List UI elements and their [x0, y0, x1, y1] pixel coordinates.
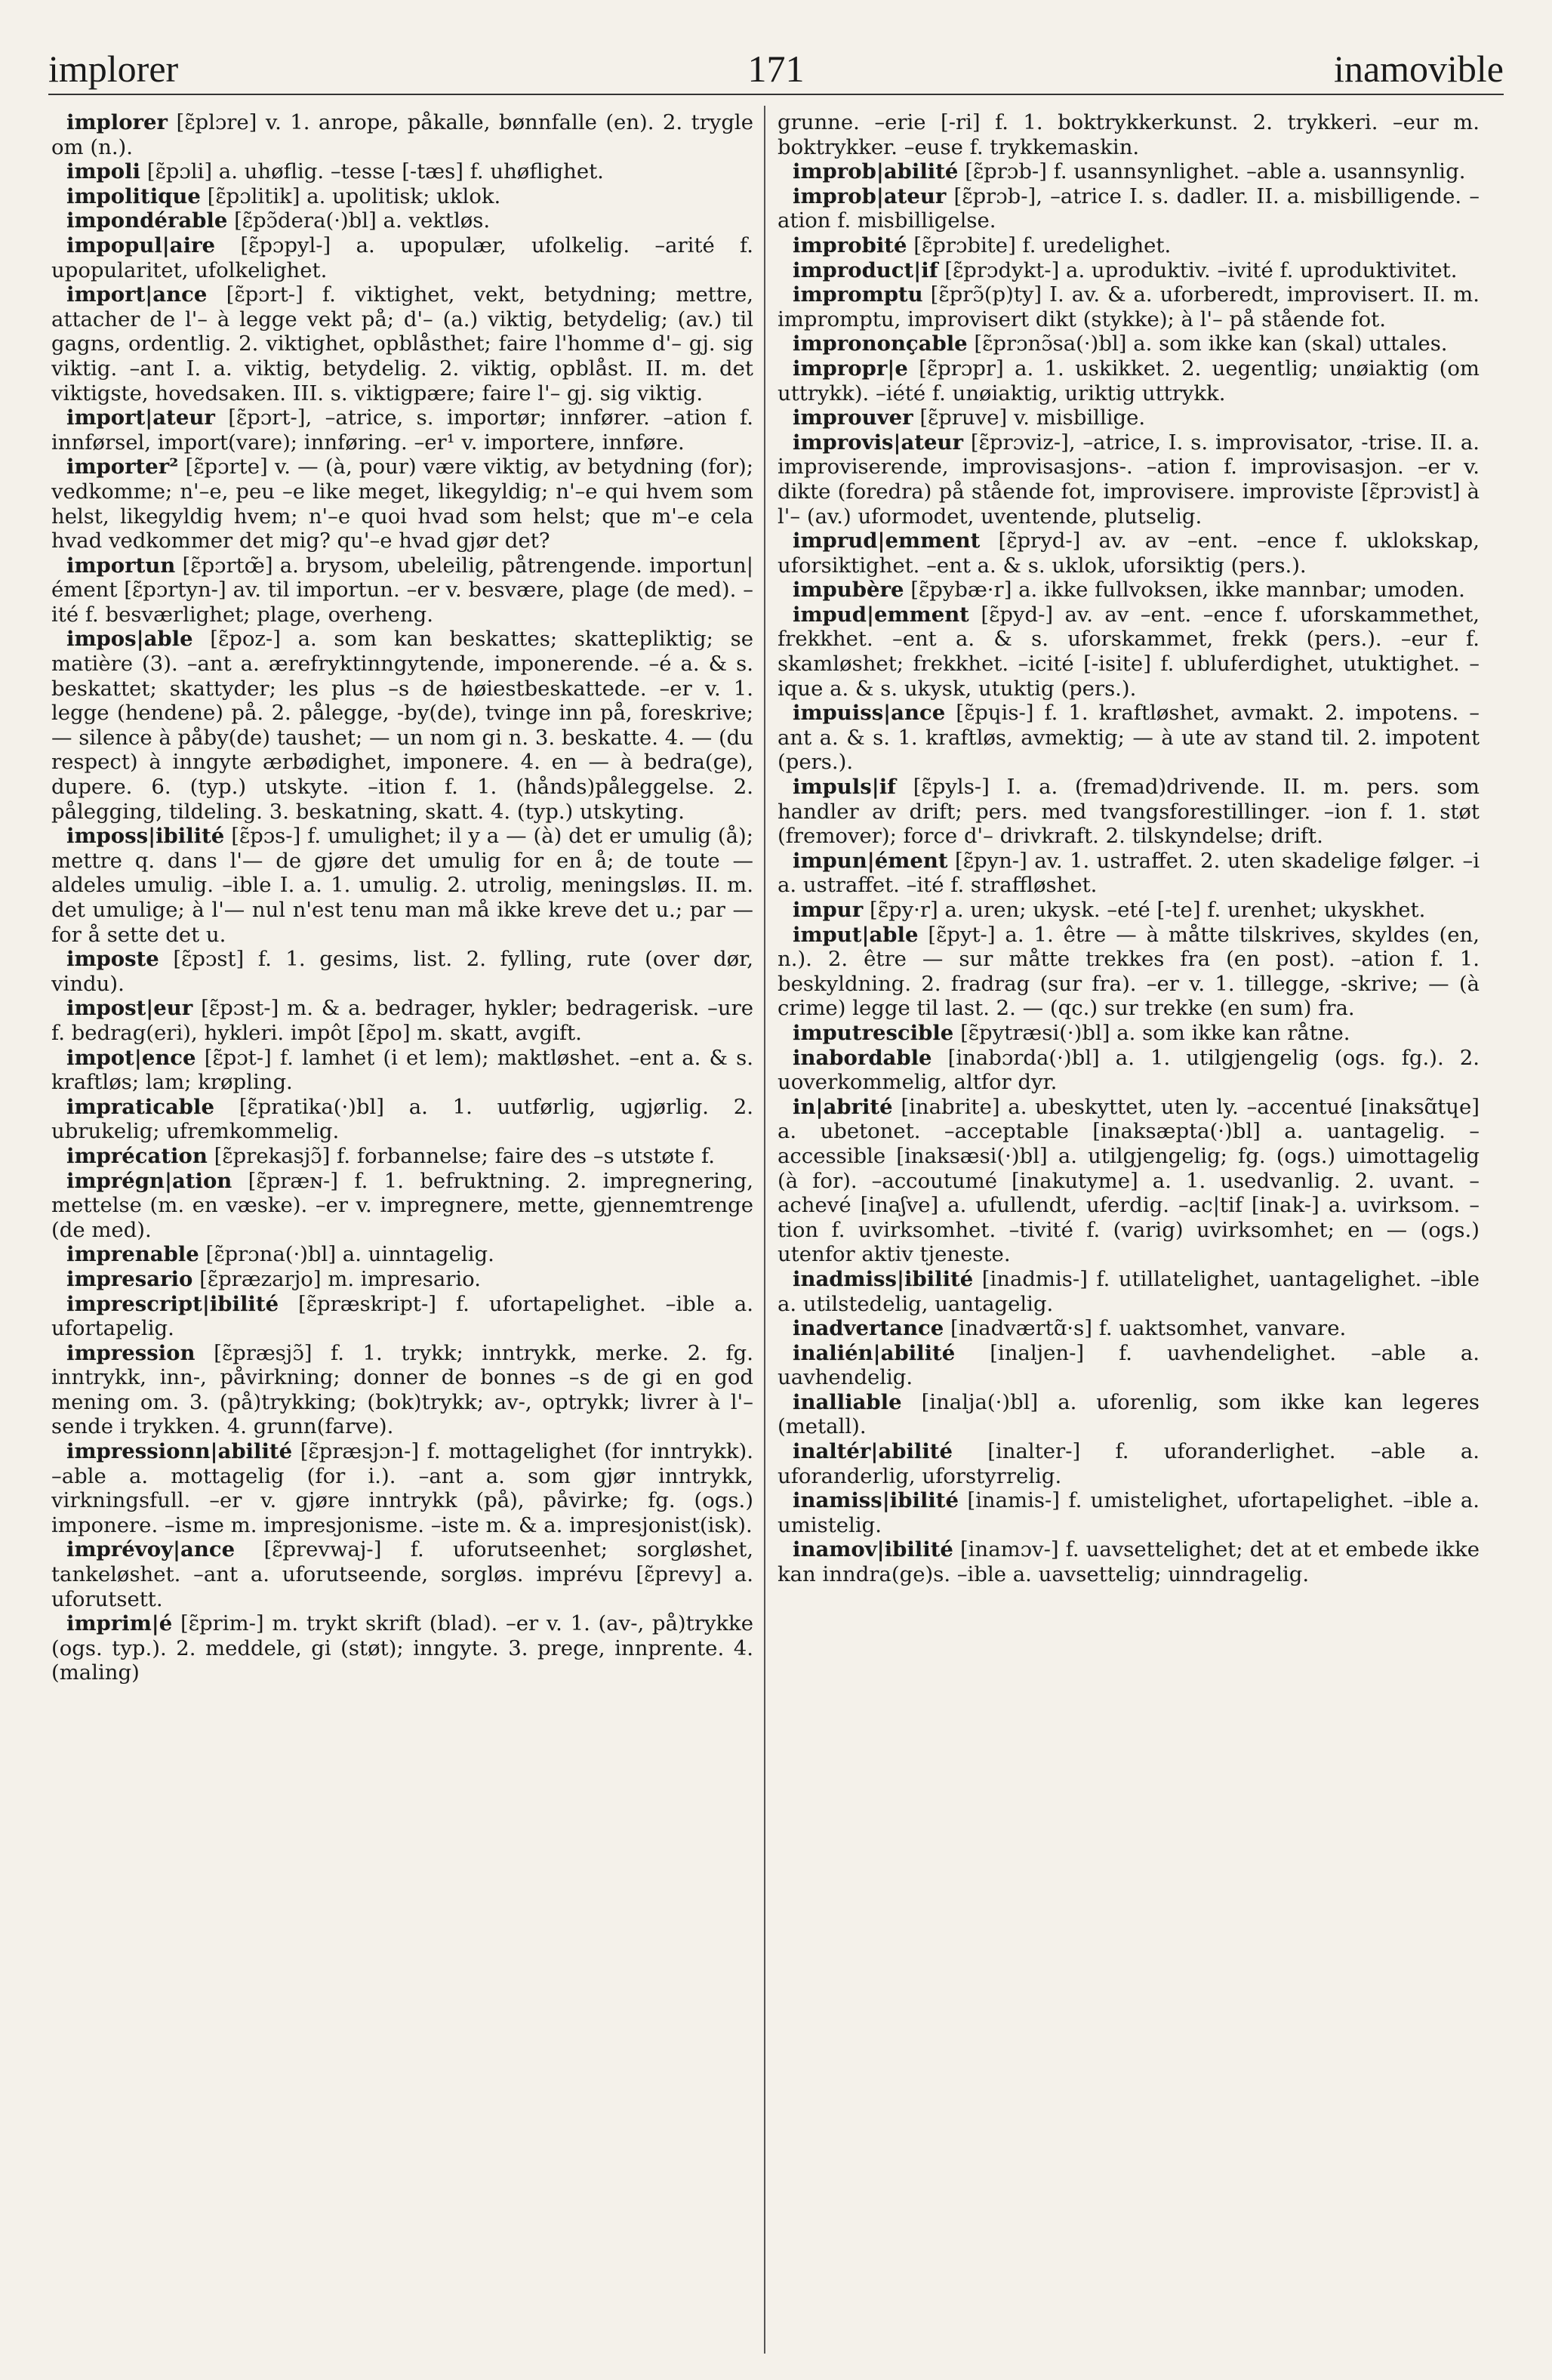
- entry-headword: imprescript|ibilité: [66, 1291, 279, 1316]
- dictionary-entry: [778, 1537, 1480, 1586]
- entry-definition: [ɛ̃prɔbite] f. uredelighet.: [913, 233, 1172, 257]
- dictionary-entry: [51, 1341, 753, 1439]
- entry-definition: [ɛ̃præɴ-] f. 1. befruktning. 2. impregnering, mettelse (m. en væske). –er v. impregnere, mette, gjennemtrenge (de med).: [51, 1168, 753, 1242]
- entry-definition: [ɛ̃prɔb-] f. usannsynlighet. –able a. usannsynlig.: [965, 159, 1466, 184]
- entry-definition: [ɛ̃pryd-] av. av –ent. –ence f. uklokskap, uforsiktighet. –ent a. & s. uklok, uforsiktig (pers.).: [778, 529, 1480, 578]
- column-divider: [764, 106, 765, 2354]
- dictionary-entry: [778, 898, 1480, 923]
- dictionary-entry: [51, 184, 753, 209]
- entry-headword: impur: [793, 898, 864, 922]
- dictionary-entry: [51, 405, 753, 455]
- entry-headword: impuiss|ance: [793, 701, 946, 726]
- entry-definition: [inaljen-] f. uavhendelighet. –able a. uavhendelig.: [778, 1340, 1480, 1390]
- entry-headword: inadvertance: [793, 1316, 944, 1341]
- entry-headword: impopul|aire: [66, 233, 216, 257]
- entry-headword: impromptu: [793, 282, 923, 307]
- entry-definition: [ɛ̃pɔt-] f. lamhet (i et lem); maktløshet. –ent a. & s. kraftløs; lam; krøpling.: [51, 1045, 753, 1095]
- entry-definition: [ɛ̃pɔst] f. 1. gesims, list. 2. fylling, rute (over dør, vindu).: [51, 947, 753, 996]
- dictionary-entry: [51, 1537, 753, 1611]
- entry-headword: imprécation: [66, 1143, 208, 1168]
- dictionary-entry: [51, 1292, 753, 1341]
- entry-headword: impresario: [66, 1266, 193, 1291]
- entry-definition: [ɛ̃pɔrt-], –atrice, s. importør; innfører. –ation f. innførsel, import(vare); innføring. –er¹ v. importere, innføre.: [51, 405, 753, 455]
- dictionary-entry: [778, 1316, 1480, 1341]
- dictionary-entry: [51, 1169, 753, 1243]
- dictionary-entry: [51, 553, 753, 627]
- entry-headword: inabordable: [793, 1045, 932, 1070]
- dictionary-entry: [51, 208, 753, 233]
- entry-definition: [ɛ̃prɔnɔ̃sa(·)bl] a. som ikke kan (skal) uttales.: [974, 331, 1448, 356]
- entry-definition: [inabrite] a. ubeskyttet, uten ly. –accentué [inaksɑ̃tɥe] a. ubetonet. –acceptable [inaksæpta(·)bl] a. uantagelig. –accessible [inaksæsi(·)bl] a. utilgjengelig; fg. (ogs.) uimottagelig (à for). –accoutumé [inakutyme] a. 1. usedvanlig. 2. uvant. –achevé [inaʃve] a. ufullendt, uferdig. –ac|tif [inak-] a. uvirksom. –tion f. uvirksomhet. –tivité f. (varig) uvirksomhet; en — (ogs.) utenfor aktiv tjeneste.: [778, 1094, 1480, 1267]
- entry-headword: imputrescible: [793, 1020, 954, 1045]
- entry-headword: importer²: [66, 455, 179, 479]
- header-rule: [48, 94, 1504, 95]
- entry-definition: [ɛ̃poz-] a. som kan beskattes; skattepliktig; se matière (3). –ant a. ærefryktinngytende, imponerende. –é a. & s. beskattet; skattyder; les plus –s de høiestbeskattede. –er v. 1. legge (hendene) på. 2. pålegge, -by(de), tvinge inn på, foreskrive; — silence à påby(de) taushet; — un nom gi n. 3. beskatte. 4. — (du respect) à inngyte ærbødighet, imponere. 4. en — à bedra(ge), dupere. 6. (typ.) utskyte. –ition f. 1. (hånds)påleggelse. 2. pålegging, tildeling. 3. beskatning, skatt. 4. (typ.) utskyting.: [51, 627, 753, 824]
- dictionary-entry: [51, 233, 753, 282]
- entry-definition: [ɛ̃præzarjo] m. impresario.: [199, 1266, 481, 1291]
- entry-headword: inamiss|ibilité: [793, 1488, 959, 1513]
- entry-definition: [inadværtɑ̃·s] f. uaktsomhet, vanvare.: [950, 1316, 1347, 1341]
- entry-definition: [ɛ̃pɔrt-] f. viktighet, vekt, betydning; mettre, attacher de l'– à legge vekt på; d'– (a.) viktig, betydelig; (av.) til gagns, ordentlig. 2. viktighet, opblåsthet; faire l'homme d'– gj. sig viktig. –ant I. a. viktig, betydelig. 2. viktig, opblåst. II. m. det viktigste, hovedsaken. III. s. viktigpære; faire l'– gj. sig viktig.: [51, 282, 753, 405]
- entry-headword: inamov|ibilité: [793, 1537, 953, 1562]
- entry-definition: [ɛ̃pɥis-] f. 1. kraftløshet, avmakt. 2. impotens. –ant a. & s. 1. kraftløs, avmektig; — à ute av stand til. 2. impotent (pers.).: [778, 701, 1480, 775]
- dictionary-entry: [51, 1611, 753, 1685]
- running-head-left: implorer: [48, 48, 179, 90]
- entry-definition: [ɛ̃py·r] a. uren; ukysk. –eté [-te] f. urenhet; ukyskhet.: [870, 898, 1426, 922]
- entry-headword: impud|emment: [793, 602, 969, 627]
- entry-definition: [ɛ̃pɔli] a. uhøflig. –tesse [-tæs] f. uhøflighet.: [146, 159, 604, 184]
- dictionary-entry: [778, 1095, 1480, 1267]
- entry-headword: inalliable: [793, 1389, 902, 1414]
- dictionary-entry: [778, 331, 1480, 356]
- entry-definition: [ɛ̃plɔre] v. 1. anrope, påkalle, bønnfalle (en). 2. trygle om (n.).: [51, 110, 753, 159]
- entry-headword: impost|eur: [66, 996, 193, 1021]
- entry-headword: improb|ateur: [793, 183, 947, 208]
- entry-headword: inadmiss|ibilité: [793, 1266, 974, 1291]
- dictionary-entry: [51, 1095, 753, 1144]
- entry-headword: improb|abilité: [793, 159, 959, 184]
- entry-headword: imprenable: [66, 1242, 199, 1267]
- dictionary-entry: [778, 1341, 1480, 1390]
- entry-headword: impos|able: [66, 627, 193, 652]
- entry-definition: [ɛ̃pɔlitik] a. upolitisk; uklok.: [207, 183, 501, 208]
- entry-definition: [inalter-] f. uforanderlighet. –able a. uforanderlig, uforstyrrelig.: [778, 1439, 1480, 1488]
- dictionary-entry: [778, 1439, 1480, 1488]
- entry-definition: [inamɔv-] f. uavsettelighet; det at et embede ikke kan inndra(ge)s. –ible a. uavsettelig; uinndragelig.: [778, 1537, 1480, 1587]
- entry-definition: [ɛ̃præsjɔn-] f. mottagelighet (for inntrykk). –able a. mottagelig (for i.). –ant a. som gjør inntrykk, virkningsfull. –er v. gjøre inntrykk (på), påvirke; fg. (ogs.) imponere. –isme m. impresjonisme. –iste m. & a. impresjonist(isk).: [51, 1439, 753, 1537]
- entry-headword: impondérable: [66, 208, 228, 233]
- entry-headword: imprim|é: [66, 1611, 173, 1636]
- entry-definition: [ɛ̃prekasjɔ̃] f. forbannelse; faire des –s utstøte f.: [214, 1143, 715, 1168]
- entry-headword: import|ateur: [66, 405, 215, 430]
- entry-headword: impolitique: [66, 183, 201, 208]
- entry-definition: [ɛ̃pɔs-] f. umulighet; il y a — (à) det er umulig (å); mettre q. dans l'— de gjøre det umulig for en å; de toute — aldeles umulig. –ible I. a. 1. umulig. 2. utrolig, meningsløs. II. m. det umulige; à l'— nul n'est tenu man må ikke kreve det u.; par — for å sette det u.: [51, 824, 753, 947]
- dictionary-entry: [778, 356, 1480, 405]
- entry-definition: [ɛ̃pybæ·r] a. ikke fullvoksen, ikke mannbar; umoden.: [910, 578, 1465, 603]
- entry-definition: [ɛ̃præskript-] f. ufortapelighet. –ible a. ufortapelig.: [51, 1291, 753, 1341]
- dictionary-entry: [778, 282, 1480, 331]
- entry-headword: inalién|abilité: [793, 1340, 956, 1365]
- entry-headword: improbité: [793, 233, 907, 257]
- dictionary-entry: [51, 1267, 753, 1292]
- entry-headword: improuver: [793, 405, 913, 430]
- entry-headword: impuls|if: [793, 775, 896, 800]
- entry-definition: [ɛ̃prim-] m. trykt skrift (blad). –er v. 1. (av-, på)trykke (ogs. typ.). 2. meddele, gi (støt); inngyte. 3. prege, innprente. 4. (maling): [51, 1611, 753, 1685]
- entry-definition: grunne. –erie [-ri] f. 1. boktrykkerkunst. 2. trykkeri. –eur m. boktrykker. –euse f. trykkemaskin.: [778, 110, 1480, 159]
- dictionary-entry: [778, 923, 1480, 1021]
- dictionary-entry: [778, 578, 1480, 603]
- dictionary-entry: [51, 1439, 753, 1537]
- dictionary-entry: [778, 701, 1480, 775]
- entry-definition: [ɛ̃pɔrtœ̃] a. brysom, ubeleilig, påtrengende. importun|ément [ɛ̃pɔrtyn-] av. til importun. –er v. besvære, plage (de med). –ité f. besværlighet; plage, overheng.: [51, 553, 753, 627]
- entry-definition: [ɛ̃pɔrte] v. — (à, pour) være viktig, av betydning (for); vedkomme; n'–e, peu –e like meget, likegyldig; n'–e qui hvem som helst, likegyldig hvem; n'–e quoi hvad som helst; que m'–e cela hvad vedkommer det mig? qu'–e hvad gjør det?: [51, 455, 753, 553]
- entry-headword: imprud|emment: [793, 529, 981, 553]
- dictionary-entry: [778, 430, 1480, 529]
- entry-headword: implorer: [66, 110, 168, 134]
- dictionary-entry: [51, 1144, 753, 1169]
- entry-headword: improduct|if: [793, 257, 938, 282]
- entry-definition: [ɛ̃pɔ̃dera(·)bl] a. vektløs.: [234, 208, 491, 233]
- entry-definition: [inalja(·)bl] a. uforenlig, som ikke kan legeres (metall).: [778, 1389, 1480, 1439]
- entry-headword: impropr|e: [793, 356, 908, 381]
- entry-definition: [ɛ̃pyls-] I. a. (fremad)drivende. II. m. pers. som handler av drift; pers. med tvangsforestillinger. –ion f. 1. støt (fremover); force d'– drivkraft. 2. tilskyndelse; drift.: [778, 775, 1480, 849]
- entry-definition: [ɛ̃præsjɔ̃] f. 1. trykk; inntrykk, merke. 2. fg. inntrykk, inn-, påvirkning; donner de bonnes –s de gi en god mening om. 3. (på)trykking; (bok)trykk; av-, optrykk; livrer à l'– sende i trykken. 4. grunn(farve).: [51, 1340, 753, 1439]
- dictionary-entry: [778, 405, 1480, 430]
- entry-headword: impraticable: [66, 1094, 214, 1119]
- entry-headword: impot|ence: [66, 1045, 196, 1070]
- entry-definition: [ɛ̃prɔviz-], –atrice, I. s. improvisator, -trise. II. a. improviserende, improvisasjons-. –ation f. improvisasjon. –er v. dikte (foredra) på stående fot, improvisere. improviste [ɛ̃prɔvist] à l'– (av.) uformodet, uventende, plutselig.: [778, 430, 1480, 529]
- entry-headword: impubère: [793, 578, 904, 603]
- entry-definition: [ɛ̃pyn-] av. 1. ustraffet. 2. uten skadelige følger. –i a. ustraffet. –ité f. straffløshet.: [778, 848, 1480, 898]
- dictionary-entry: [51, 996, 753, 1045]
- entry-headword: imprévoy|ance: [66, 1537, 236, 1562]
- entry-headword: inaltér|abilité: [793, 1439, 953, 1464]
- entry-definition: [ɛ̃pruve] v. misbillige.: [919, 405, 1146, 430]
- right-column: [778, 110, 1480, 2345]
- entry-headword: impressionn|abilité: [66, 1439, 293, 1464]
- dictionary-entry: [51, 282, 753, 405]
- entry-headword: improvis|ateur: [793, 430, 964, 455]
- dictionary-entry: [51, 1242, 753, 1267]
- dictionary-entry: [51, 1046, 753, 1095]
- entry-headword: imposte: [66, 947, 159, 972]
- entry-headword: import|ance: [66, 282, 208, 307]
- page-number: 171: [747, 48, 805, 90]
- dictionary-entry: [51, 110, 753, 159]
- entry-definition: [ɛ̃prɔb-], –atrice I. s. dadler. II. a. misbilligende. –ation f. misbilligelse.: [778, 183, 1480, 233]
- dictionary-entry: [51, 824, 753, 947]
- dictionary-entry: [778, 603, 1480, 701]
- dictionary-entry: [778, 258, 1480, 283]
- entry-definition: [ɛ̃pyd-] av. av –ent. –ence f. uforskammethet, frekkhet. –ent a. & s. uforskammet, frekk (pers.). –eur f. skamløshet; frekkhet. –icité [-isite] f. ubluferdighet, utuktighet. –ique a. & s. ukysk, utuktig (pers.).: [778, 602, 1480, 701]
- entry-headword: imposs|ibilité: [66, 824, 225, 849]
- entry-headword: impun|ément: [793, 848, 948, 873]
- entry-definition: [ɛ̃pɔpyl-] a. upopulær, ufolkelig. –arité f. upopularitet, ufolkelighet.: [51, 233, 753, 282]
- dictionary-entry: [778, 1021, 1480, 1046]
- running-head-right: inamovible: [1334, 48, 1504, 90]
- dictionary-entry: [778, 159, 1480, 184]
- entry-headword: importun: [66, 553, 176, 578]
- left-column: [51, 110, 753, 2345]
- dictionary-entry: [778, 1488, 1480, 1537]
- entry-definition: [ɛ̃prɔna(·)bl] a. uinntagelig.: [205, 1242, 494, 1267]
- page-header: [48, 38, 1504, 98]
- entry-headword: imput|able: [793, 922, 919, 947]
- entry-definition: [ɛ̃pyt-] a. 1. être — à måtte tilskrives, skyldes (en, n.). 2. être — sur måtte trekkes fra (en post). –ation f. 1. beskyldning. 2. fradrag (sur fra). –er v. 1. tillegge, -skrive; — (à crime) legge til last. 2. — (qc.) sur trekke (en sum) fra.: [778, 922, 1480, 1021]
- entry-definition: [ɛ̃pɔst-] m. & a. bedrager, hykler; bedragerisk. –ure f. bedrag(eri), hykleri. impôt [ɛ̃po] m. skatt, avgift.: [51, 996, 753, 1045]
- entry-definition: [ɛ̃prevwaj-] f. uforutseenhet; sorgløshet, tankeløshet. –ant a. uforutseende, sorgløs. imprévu [ɛ̃prevy] a. uforutsett.: [51, 1537, 753, 1611]
- dictionary-entry: [51, 947, 753, 996]
- dictionary-entry: [778, 184, 1480, 233]
- entry-headword: in|abrité: [793, 1094, 893, 1119]
- entry-definition: [ɛ̃pratika(·)bl] a. 1. uutførlig, ugjørlig. 2. ubrukelig; ufremkommelig.: [51, 1094, 753, 1144]
- entry-headword: imprononçable: [793, 331, 968, 356]
- entry-definition: [inabɔrda(·)bl] a. 1. utilgjengelig (ogs. fg.). 2. uoverkommelig, altfor dyr.: [778, 1045, 1480, 1095]
- dictionary-entry: [778, 849, 1480, 898]
- entry-definition: [ɛ̃prɔdykt-] a. uproduktiv. –ivité f. uproduktivitet.: [944, 257, 1458, 282]
- entry-definition: [ɛ̃pytræsi(·)bl] a. som ikke kan råtne.: [960, 1020, 1350, 1045]
- entry-definition: [ɛ̃prɔ̃(p)ty] I. av. & a. uforberedt, improvisert. II. m. impromptu, improvisert dikt (stykke); à l'– på stående fot.: [778, 282, 1480, 331]
- dictionary-entry: [51, 455, 753, 553]
- dictionary-entry: [778, 529, 1480, 578]
- entry-definition: [inadmis-] f. utillatelighet, uantagelighet. –ible a. utilstedelig, uantagelig.: [778, 1266, 1480, 1316]
- dictionary-entry: [778, 1267, 1480, 1316]
- dictionary-entry: [778, 1046, 1480, 1095]
- dictionary-entry: [778, 233, 1480, 258]
- dictionary-entry: [778, 1390, 1480, 1439]
- dictionary-entry: [778, 110, 1480, 159]
- dictionary-entry: [51, 159, 753, 184]
- entry-definition: [inamis-] f. umistelighet, ufortapelighet. –ible a. umistelig.: [778, 1488, 1480, 1537]
- dictionary-entry: [51, 627, 753, 824]
- entry-headword: imprégn|ation: [66, 1168, 232, 1193]
- entry-headword: impoli: [66, 159, 141, 184]
- dictionary-entry: [778, 775, 1480, 849]
- entry-headword: impression: [66, 1340, 196, 1365]
- entry-definition: [ɛ̃prɔpr] a. 1. uskikket. 2. uegentlig; unøiaktig (om uttrykk). –iété f. unøiaktig, uriktig uttrykk.: [778, 356, 1480, 405]
